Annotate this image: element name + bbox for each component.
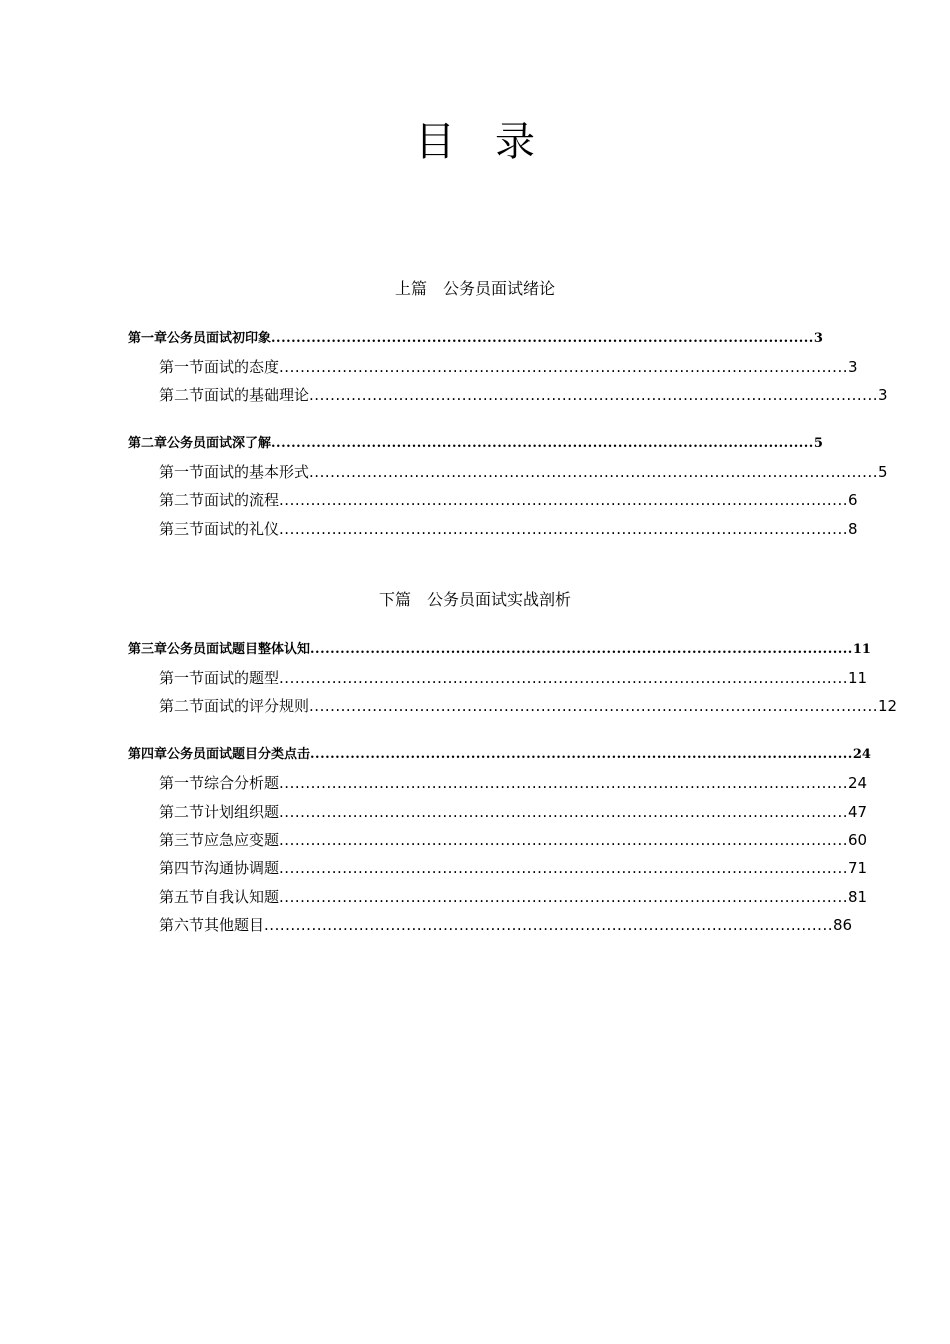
page-number: 24 [852,747,871,762]
page-number: 24 [847,774,868,792]
section-title: 面试的流程 [204,491,280,509]
chapter-title: 公务员面试题目分类点击 [167,747,311,762]
page-number: 3 [813,331,823,346]
chapter-title: 公务员面试初印象 [167,331,272,346]
dot-leader: ............................................................................................................ [279,803,848,821]
section-number: 第三节 [159,831,205,849]
dot-leader: ............................................................................................................ [309,386,878,404]
page-title [0,112,950,172]
section-number: 第一节 [159,463,205,481]
section-number: 第二节 [159,803,205,821]
page-number: 60 [847,831,868,849]
section-title: 面试的基本形式 [204,463,310,481]
toc-section[interactable] [159,857,868,879]
dot-leader: ............................................................................................................ [309,697,878,715]
toc-section[interactable] [159,886,868,908]
part-heading-2 [0,589,950,611]
dot-leader: ............................................................................................................ [310,642,853,657]
page-number: 71 [847,859,868,877]
section-title: 面试的态度 [204,358,280,376]
section-title: 应急应变题 [204,831,280,849]
section-title: 综合分析题 [204,774,280,792]
part-heading-1 [0,278,950,300]
page-number: 12 [877,697,898,715]
chapter-number: 第一章 [128,331,168,346]
toc-section[interactable] [159,801,868,823]
toc-chapter-3[interactable] [128,639,871,661]
chapter-number: 第四章 [128,747,168,762]
section-number: 第一节 [159,774,205,792]
dot-leader: ............................................................................................................ [279,859,848,877]
page-number: 11 [847,669,868,687]
section-title: 自我认知题 [204,888,280,906]
section-title: 面试的评分规则 [204,697,310,715]
toc-chapter-2[interactable] [128,433,823,455]
toc-section[interactable] [159,518,858,540]
page-number: 6 [847,491,858,509]
section-number: 第五节 [159,888,205,906]
page-number: 3 [847,358,858,376]
dot-leader: ............................................................................................................ [279,520,848,538]
chapter-title: 公务员面试题目整体认知 [167,642,311,657]
section-number: 第一节 [159,669,205,687]
dot-leader: ............................................................................................................ [279,831,848,849]
section-number: 第一节 [159,358,205,376]
section-number: 第四节 [159,859,205,877]
dot-leader: ............................................................................................................ [264,916,833,934]
dot-leader: ............................................................................................................ [310,747,853,762]
toc-section[interactable] [159,356,858,378]
toc-section[interactable] [159,772,868,794]
dot-leader: ............................................................................................................ [279,774,848,792]
dot-leader: ............................................................................................................ [271,331,814,346]
section-title: 计划组织题 [204,803,280,821]
section-title: 面试的礼仪 [204,520,280,538]
page-number: 86 [832,916,853,934]
toc-section[interactable] [159,695,898,717]
page-number: 11 [852,642,871,657]
page-number: 5 [877,463,888,481]
dot-leader: ............................................................................................................ [279,669,848,687]
section-number: 第二节 [159,386,205,404]
section-number: 第二节 [159,697,205,715]
section-title: 其他题目 [204,916,265,934]
part-subtitle: 公务员面试实战剖析 [427,590,572,609]
section-title: 面试的基础理论 [204,386,310,404]
section-number: 第二节 [159,491,205,509]
chapter-number: 第三章 [128,642,168,657]
toc-section[interactable] [159,489,858,511]
dot-leader: ............................................................................................................ [279,491,848,509]
page-number: 3 [877,386,888,404]
dot-leader: ............................................................................................................ [271,436,814,451]
toc-section[interactable] [159,461,888,483]
title-char-1: 目 [415,119,455,165]
toc-section[interactable] [159,384,888,406]
section-title: 沟通协调题 [204,859,280,877]
section-title: 面试的题型 [204,669,280,687]
dot-leader: ............................................................................................................ [279,358,848,376]
toc-section[interactable] [159,829,868,851]
page-number: 5 [813,436,823,451]
toc-chapter-4[interactable] [128,744,871,766]
part-subtitle: 公务员面试绪论 [443,279,556,298]
toc-section[interactable] [159,667,868,689]
chapter-number: 第二章 [128,436,168,451]
page-number: 81 [847,888,868,906]
section-number: 第六节 [159,916,205,934]
chapter-title: 公务员面试深了解 [167,436,272,451]
section-number: 第三节 [159,520,205,538]
title-char-2: 录 [495,119,535,165]
toc-chapter-1[interactable] [128,328,823,350]
dot-leader: ............................................................................................................ [309,463,878,481]
part-label: 上篇 [394,279,427,298]
part-label: 下篇 [378,590,411,609]
page-number: 8 [847,520,858,538]
page-number: 47 [847,803,868,821]
dot-leader: ............................................................................................................ [279,888,848,906]
toc-section[interactable] [159,914,853,936]
